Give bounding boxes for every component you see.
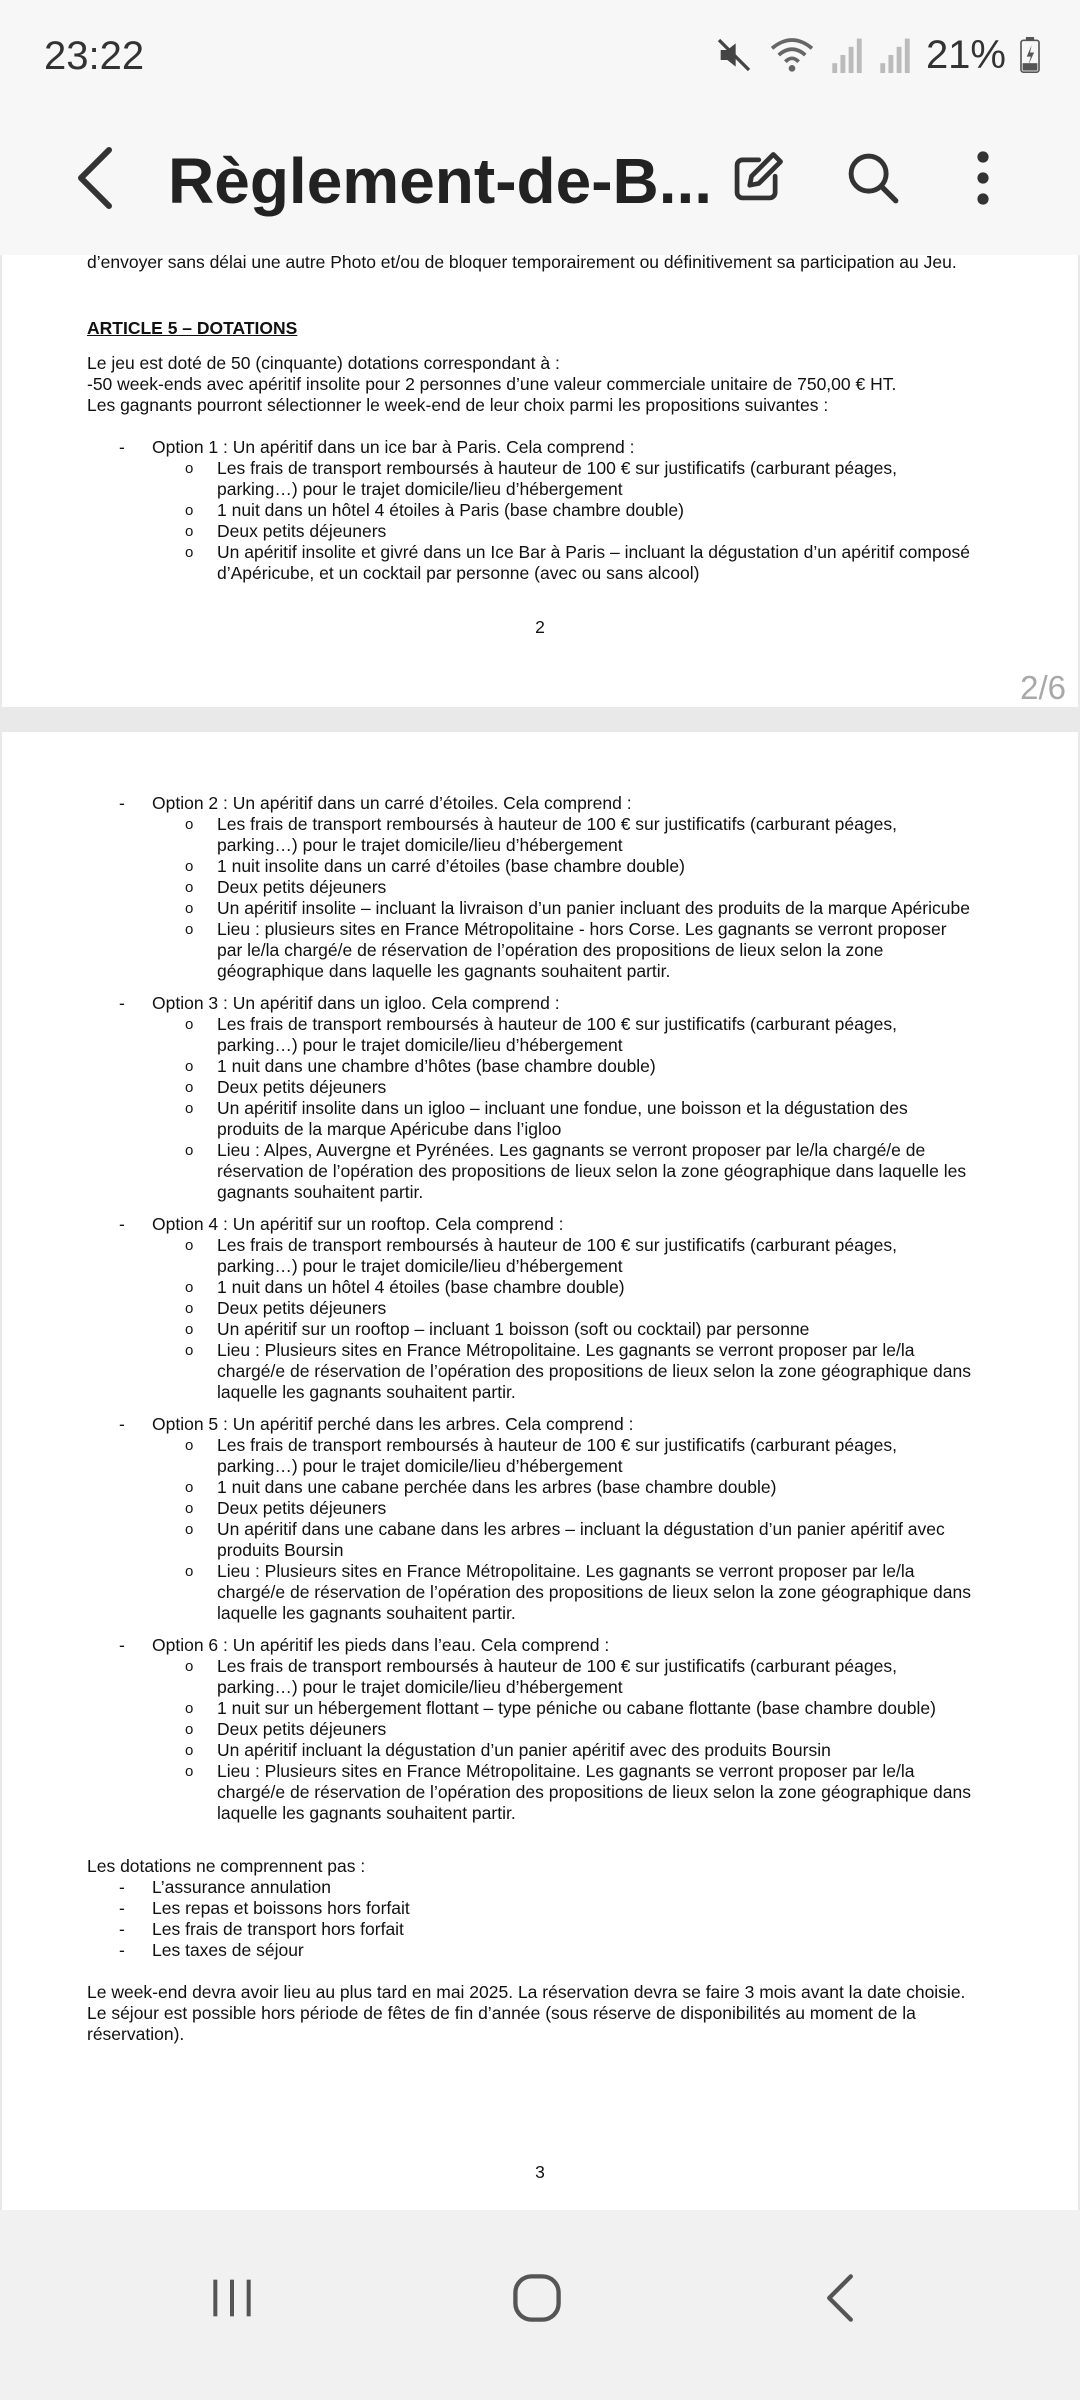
list-item: o Les frais de transport remboursés à hauteur de 100 € sur justificatifs (carburant péages, parking…) pour le trajet domicile/lieu d’hébergement xyxy=(185,1014,897,1055)
home-button[interactable] xyxy=(487,2260,587,2340)
list-item: o Lieu : Alpes, Auvergne et Pyrénées. Les gagnants se verront proposer par le/la chargé/e de réservation de l’opération des propositions de lieux selon la zone géographique dans laquelle les gagnants souhaitent partir. xyxy=(185,1140,967,1202)
list-item: o Les frais de transport remboursés à hauteur de 100 € sur justificatifs (carburant péages, parking…) pour le trajet domicile/lieu d’hébergement xyxy=(185,458,897,499)
document-page xyxy=(2,732,1078,2254)
list-item: o Les frais de transport remboursés à hauteur de 100 € sur justificatifs (carburant péages, parking…) pour le trajet domicile/lieu d’hébergement xyxy=(185,1656,897,1697)
system-back-button[interactable] xyxy=(790,2260,890,2340)
paragraph: Les dotations ne comprennent pas : xyxy=(87,1856,366,1876)
document-page xyxy=(2,252,1078,707)
list-item: o Deux petits déjeuners xyxy=(185,1719,387,1739)
option-heading: - Option 2 : Un apéritif dans un carré d’étoiles. Cela comprend : xyxy=(119,793,632,813)
list-item: - Les frais de transport hors forfait xyxy=(119,1919,404,1939)
wifi-icon xyxy=(768,35,816,75)
signal-icon xyxy=(830,37,864,73)
list-item: o Un apéritif incluant la dégustation d’un panier apéritif avec des produits Boursin xyxy=(185,1740,831,1760)
list-item: o 1 nuit sur un hébergement flottant – type péniche ou cabane flottante (base chambre double) xyxy=(185,1698,936,1718)
list-item: o 1 nuit dans un hôtel 4 étoiles (base chambre double) xyxy=(185,1277,625,1297)
paragraph: Le séjour est possible hors période de fêtes de fin d’année (sous réserve de disponibilités au moment de la xyxy=(87,2003,916,2023)
list-item: o 1 nuit dans une chambre d’hôtes (base chambre double) xyxy=(185,1056,656,1076)
home-icon xyxy=(510,2271,564,2330)
list-item: o 1 nuit dans un hôtel 4 étoiles à Paris (base chambre double) xyxy=(185,500,684,520)
page-number: 3 xyxy=(535,2162,545,2182)
battery-percent: 21% xyxy=(925,32,1006,77)
list-item: o Un apéritif insolite et givré dans un Ice Bar à Paris – incluant la dégustation d’un apéritif composé d’Apéricube, et un cocktail par personne (avec ou sans alcool) xyxy=(185,542,970,583)
list-item: o Les frais de transport remboursés à hauteur de 100 € sur justificatifs (carburant péages, parking…) pour le trajet domicile/lieu d’hébergement xyxy=(185,1235,897,1276)
edit-button[interactable] xyxy=(722,142,792,218)
option-heading: - Option 1 : Un apéritif dans un ice bar à Paris. Cela comprend : xyxy=(119,437,635,457)
paragraph: -50 week-ends avec apéritif insolite pour 2 personnes d’une valeur commerciale unitaire de 750,00 € HT. xyxy=(87,374,897,394)
search-button[interactable] xyxy=(838,142,908,218)
recent-apps-icon xyxy=(207,2273,257,2328)
edit-icon xyxy=(728,149,786,212)
status-icons xyxy=(714,30,1040,80)
back-button[interactable] xyxy=(60,140,130,220)
list-item: o Lieu : plusieurs sites en France Métropolitaine - hors Corse. Les gagnants se verront proposer par le/la chargé/e de réservation de l’opération des propositions de lieux selon la zone géographique dans laquelle les gagnants souhaitent partir. xyxy=(185,919,947,981)
list-item: o Un apéritif dans une cabane dans les arbres – incluant la dégustation d’un panier apéritif avec produits Boursin xyxy=(185,1519,945,1560)
list-item: - Les repas et boissons hors forfait xyxy=(119,1898,410,1918)
list-item: o 1 nuit dans une cabane perchée dans les arbres (base chambre double) xyxy=(185,1477,777,1497)
document-title: Règlement-de-B... xyxy=(168,145,713,217)
document-viewer[interactable] xyxy=(0,252,1080,2210)
mute-icon xyxy=(714,35,754,75)
option-heading: - Option 5 : Un apéritif perché dans les arbres. Cela comprend : xyxy=(119,1414,634,1434)
paragraph: Le jeu est doté de 50 (cinquante) dotations correspondant à : xyxy=(87,353,560,373)
list-item: o Deux petits déjeuners xyxy=(185,1077,387,1097)
paragraph: Le week-end devra avoir lieu au plus tard en mai 2025. La réservation devra se faire 3 mois avant la date choisie. xyxy=(87,1982,966,2002)
list-item: o Un apéritif sur un rooftop – incluant 1 boisson (soft ou cocktail) par personne xyxy=(185,1319,810,1339)
option-heading: - Option 3 : Un apéritif dans un igloo. Cela comprend : xyxy=(119,993,560,1013)
list-item: - L’assurance annulation xyxy=(119,1877,332,1897)
list-item: o Lieu : Plusieurs sites en France Métropolitaine. Les gagnants se verront proposer par le/la chargé/e de réservation de l’opération des propositions de lieux selon la zone géographique dans laquelle les gagnants souhaitent partir. xyxy=(185,1761,971,1823)
article-heading: ARTICLE 5 – DOTATIONS xyxy=(87,318,298,338)
recent-apps-button[interactable] xyxy=(182,2260,282,2340)
more-vert-icon xyxy=(976,150,990,211)
paragraph: réservation). xyxy=(87,2024,185,2044)
page-number: 2 xyxy=(535,617,545,637)
status-time: 23:22 xyxy=(44,34,145,78)
list-item: o Lieu : Plusieurs sites en France Métropolitaine. Les gagnants se verront proposer par le/la chargé/e de réservation de l’opération des propositions de lieux selon la zone géographique dans laquelle les gagnants souhaitent partir. xyxy=(185,1561,971,1623)
paragraph: d’envoyer sans délai une autre Photo et/ou de bloquer temporairement ou définitivement sa participation au Jeu. xyxy=(87,252,957,272)
option-heading: - Option 4 : Un apéritif sur un rooftop. Cela comprend : xyxy=(119,1214,564,1234)
list-item: o Deux petits déjeuners xyxy=(185,521,387,541)
list-item: o Deux petits déjeuners xyxy=(185,1498,387,1518)
search-icon xyxy=(845,150,901,211)
signal-icon xyxy=(878,37,912,73)
list-item: o Les frais de transport remboursés à hauteur de 100 € sur justificatifs (carburant péages, parking…) pour le trajet domicile/lieu d’hébergement xyxy=(185,1435,897,1476)
list-item: o 1 nuit insolite dans un carré d’étoiles (base chambre double) xyxy=(185,856,685,876)
option-heading: - Option 6 : Un apéritif les pieds dans l’eau. Cela comprend : xyxy=(119,1635,610,1655)
list-item: o Deux petits déjeuners xyxy=(185,877,387,897)
navigation-bar xyxy=(0,2210,1080,2400)
status-bar xyxy=(0,0,1080,110)
back-arrow-icon xyxy=(75,146,115,215)
back-icon xyxy=(820,2271,860,2330)
app-bar xyxy=(0,110,1080,255)
battery-charging-icon xyxy=(1020,37,1040,73)
page-counter: 2/6 xyxy=(1020,669,1066,706)
list-item: o Les frais de transport remboursés à hauteur de 100 € sur justificatifs (carburant péages, parking…) pour le trajet domicile/lieu d’hébergement xyxy=(185,814,897,855)
list-item: o Un apéritif insolite dans un igloo – incluant une fondue, une boisson et la dégustation des produits de la marque Apéricube dans l’igloo xyxy=(185,1098,908,1139)
list-item: - Les taxes de séjour xyxy=(119,1940,304,1960)
list-item: o Un apéritif insolite – incluant la livraison d’un panier incluant des produits de la marque Apéricube xyxy=(185,898,970,918)
paragraph: Les gagnants pourront sélectionner le week-end de leur choix parmi les propositions suivantes : xyxy=(87,395,829,415)
more-options-button[interactable] xyxy=(950,142,1016,218)
list-item: o Deux petits déjeuners xyxy=(185,1298,387,1318)
list-item: o Lieu : Plusieurs sites en France Métropolitaine. Les gagnants se verront proposer par le/la chargé/e de réservation de l’opération des propositions de lieux selon la zone géographique dans laquelle les gagnants souhaitent partir. xyxy=(185,1340,971,1402)
